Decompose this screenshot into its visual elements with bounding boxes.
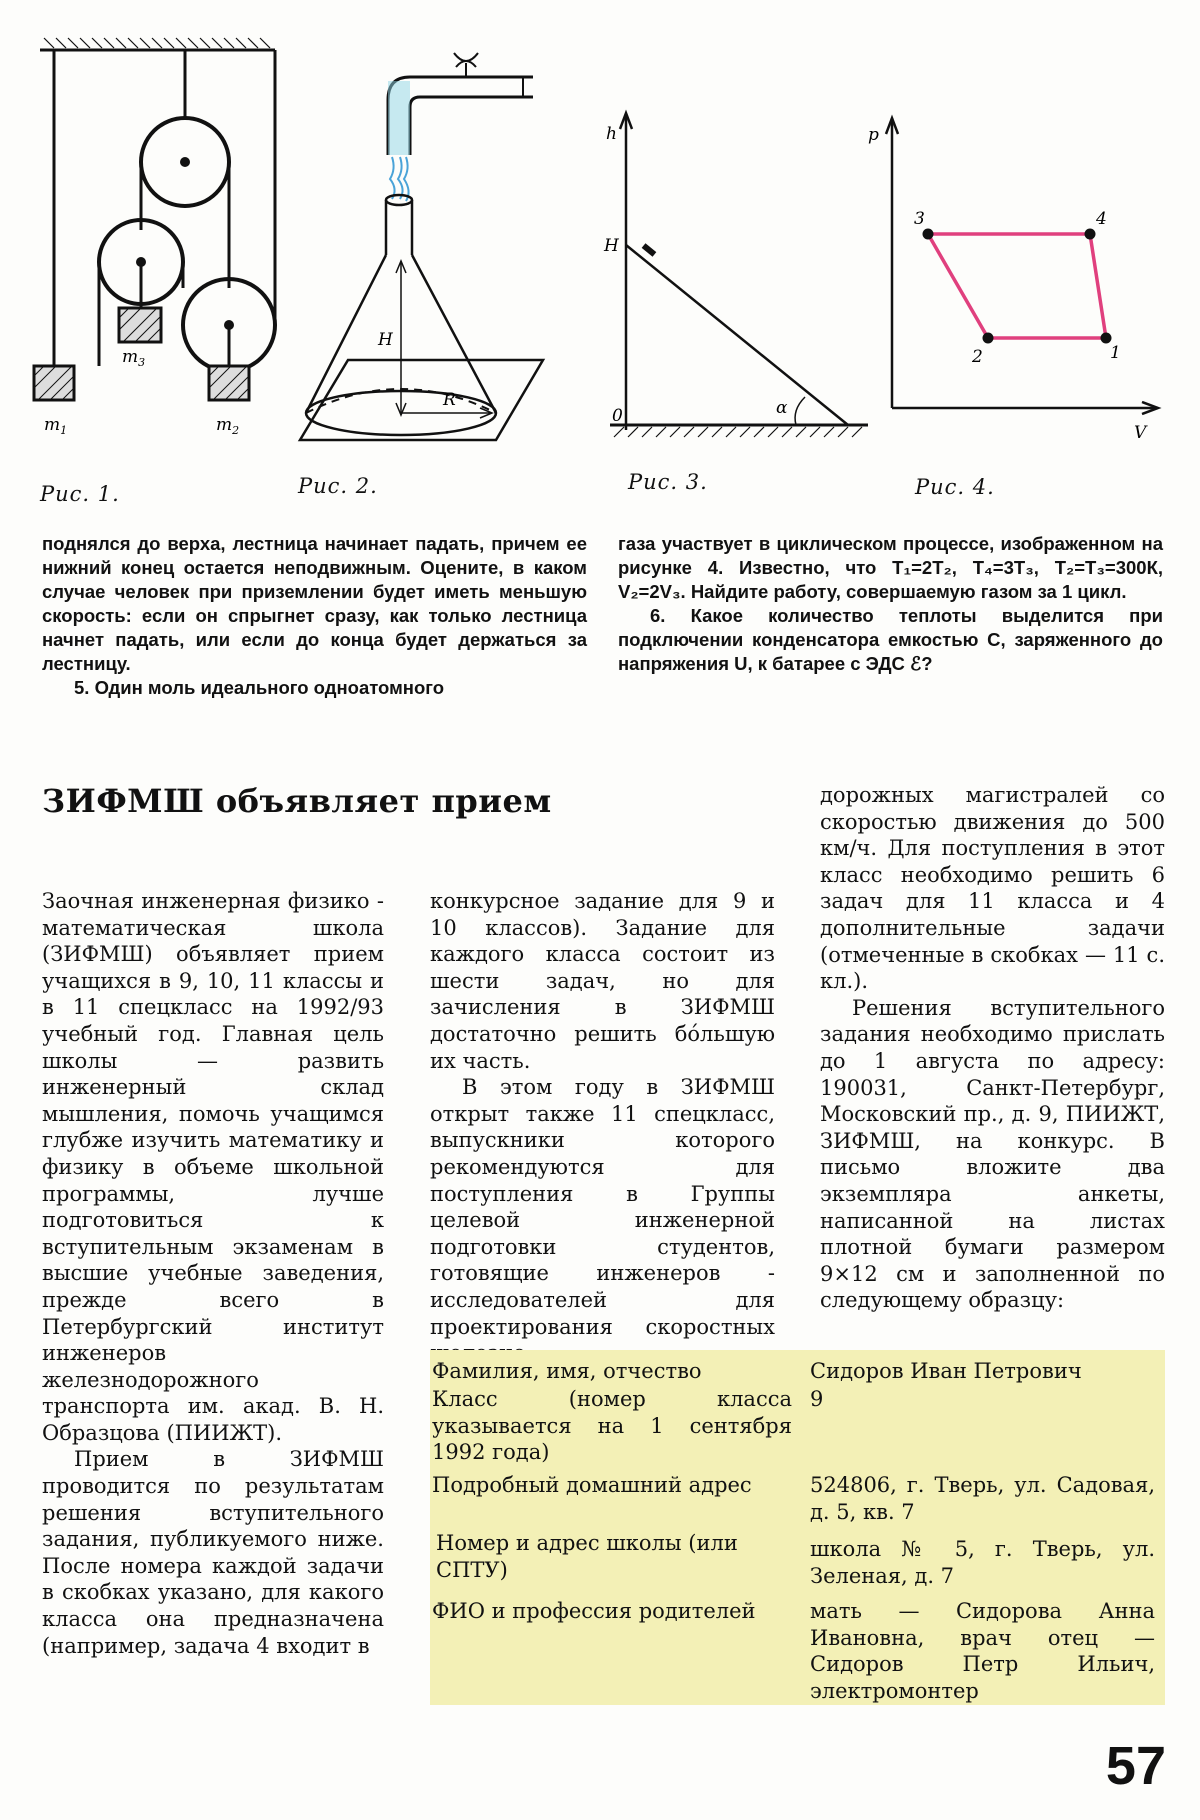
questionnaire-sample — [430, 1350, 1165, 1705]
point-2-label: 2 — [972, 347, 983, 367]
state-point-2 — [983, 333, 994, 344]
figure-1-caption: Рис. 1. — [40, 482, 120, 506]
flask-height-label: H — [378, 330, 393, 350]
m3-subscript: 3 — [138, 356, 146, 369]
form-label-school: Номер и адрес школы (или СПТУ) — [436, 1531, 738, 1582]
article-column-1 — [42, 888, 384, 1659]
article-column-3 — [820, 782, 1165, 1314]
state-point-1 — [1101, 333, 1112, 344]
figure-4-pv-diagram — [868, 108, 1160, 448]
figure-3-incline — [600, 105, 860, 445]
svg-text:m3 — [122, 347, 145, 369]
figure-2-flask — [278, 45, 568, 475]
svg-text:m2 — [216, 415, 239, 437]
form-label-grade: Класс (номер класса указывается на 1 сентября 1992 года) — [432, 1387, 792, 1464]
problem-4-continuation: поднялся до верха, лестница начинает падать, причем ее нижний конец остается неподвижным. Оцените, в каком случае человек при приземлении будет иметь меньшую скорость: если он спрыгнет сразу, как только лестница начнет падать, или если до конца будет держаться за лестницу. — [42, 533, 587, 674]
form-label-home-address: Подробный домашний адрес — [432, 1473, 752, 1497]
height-H-label: H — [604, 236, 619, 256]
figure-1-pulleys — [30, 30, 290, 460]
m3-label: m — [122, 347, 139, 367]
cycle-path — [928, 234, 1106, 338]
point-1-label: 1 — [1110, 343, 1121, 363]
m2-subscript: 2 — [232, 424, 240, 437]
form-label-parents: ФИО и профессия родителей — [432, 1599, 756, 1623]
article-column-2 — [430, 888, 775, 1367]
article-col2-para2: В этом году в ЗИФМШ открыт также 11 спецкласс, выпускники которого рекомендуются для поступления в Группы целевой инженерной подготовки студентов, готовящие инженеров - исследователей для проектирования скоростных — [430, 1075, 775, 1339]
point-4-label: 4 — [1096, 209, 1107, 229]
figure-2-caption: Рис. 2. — [298, 474, 378, 498]
state-point-4 — [1085, 229, 1096, 240]
form-value-school: школа № 5, г. Тверь, ул. Зеленая, д. 7 — [810, 1537, 1155, 1588]
m1-subscript: 1 — [60, 424, 68, 437]
axis-V-label: V — [1134, 423, 1147, 443]
form-value-parents: мать — Сидорова Анна Ивановна, врач отец — Сидоров Петр Ильич, электромонтер — [810, 1599, 1155, 1703]
article-col2-para1: конкурсное задание для 9 и 10 классов). Задание для каждого класса состоит из шести задач, но для зачисления в ЗИФМШ достаточно решить бо́льшую их часть. — [430, 889, 775, 1073]
problem-6: 6. Какое количество теплоты выделится при подключении конденсатора емкостью C, заряженного до напряжения U, к батарее с ЭДС ℰ? — [618, 605, 1163, 674]
flask-radius-label: R — [443, 390, 456, 410]
article-col1-para2: Прием в ЗИФМШ проводится по результатам решения вступительного задания, публикуемого ниже. После номера каждой задачи в скобках указано, для какого класса она предназначена (например, задача 4 входит в — [42, 1447, 384, 1658]
form-value-grade: 9 — [810, 1387, 824, 1411]
axis-p-label: p — [868, 125, 879, 145]
svg-text:m1 — [44, 415, 67, 437]
article-col3-para1: дорожных магистралей со скоростью движения до 500 км/ч. Для поступления в этот класс необходимо решить 6 задач для 11 класса и 4 дополнительные задачи (отмеченные в скобках — 11 с. кл.). — [820, 783, 1165, 994]
angle-alpha-label: α — [776, 398, 788, 418]
page-number: 57 — [1105, 1736, 1166, 1796]
form-label-fullname: Фамилия, имя, отчество — [432, 1359, 702, 1383]
article-title: ЗИФМШ объявляет прием — [42, 782, 552, 820]
m2-label: m — [216, 415, 233, 435]
article-col1-para1: Заочная инженерная физико - математическая школа (ЗИФМШ) объявляет прием учащихся в 9, 10, 11 классы и в 11 спецкласс на 1992/93 учебный год. Главная цель школы — развить инженерный склад мышления, помочь учащимся глубже изучить математику и физику в объеме школьной программы, лучше подготовиться к вступительным экзаменам в высшие учебные заведения, прежде всего в Петербургский институт инженеров железнодорожного транспорта им. акад. В. Н. Образцова (ПИИЖТ). — [42, 889, 384, 1445]
origin-label: 0 — [612, 406, 623, 426]
problem-5-start: 5. Один моль идеального одноатомного — [74, 677, 445, 698]
problem-5-continuation: газа участвует в циклическом процессе, изображенном на рисунке 4. Известно, что T₁=2T₂, T₄=3T₃, T₂=T₃=300К, V₂=2V₃. Найдите работу, совершаемую газом за 1 цикл. — [618, 533, 1163, 602]
m1-label: m — [44, 415, 61, 435]
problems-left-column — [42, 532, 587, 700]
problems-right-column — [618, 532, 1163, 676]
point-3-label: 3 — [914, 209, 925, 229]
figure-3-caption: Рис. 3. — [628, 470, 708, 494]
axis-h-label: h — [606, 124, 617, 144]
form-value-fullname: Сидоров Иван Петрович — [810, 1359, 1082, 1383]
state-point-3 — [923, 229, 934, 240]
form-value-home-address: 524806, г. Тверь, ул. Садовая, д. 5, кв. 7 — [810, 1473, 1155, 1524]
article-col3-para2: Решения вступительного задания необходимо прислать до 1 августа по адресу: 190031, Санкт-Петербург, Московский пр., д. 9, ПИИЖТ, ЗИФМШ, на конкурс. В письмо вложите два экземпляра анкеты, написанной на листах плотной бумаги размером 9×12 см и заполненной по следующему образцу: — [820, 995, 1165, 1313]
figure-4-caption: Рис. 4. — [915, 475, 995, 499]
